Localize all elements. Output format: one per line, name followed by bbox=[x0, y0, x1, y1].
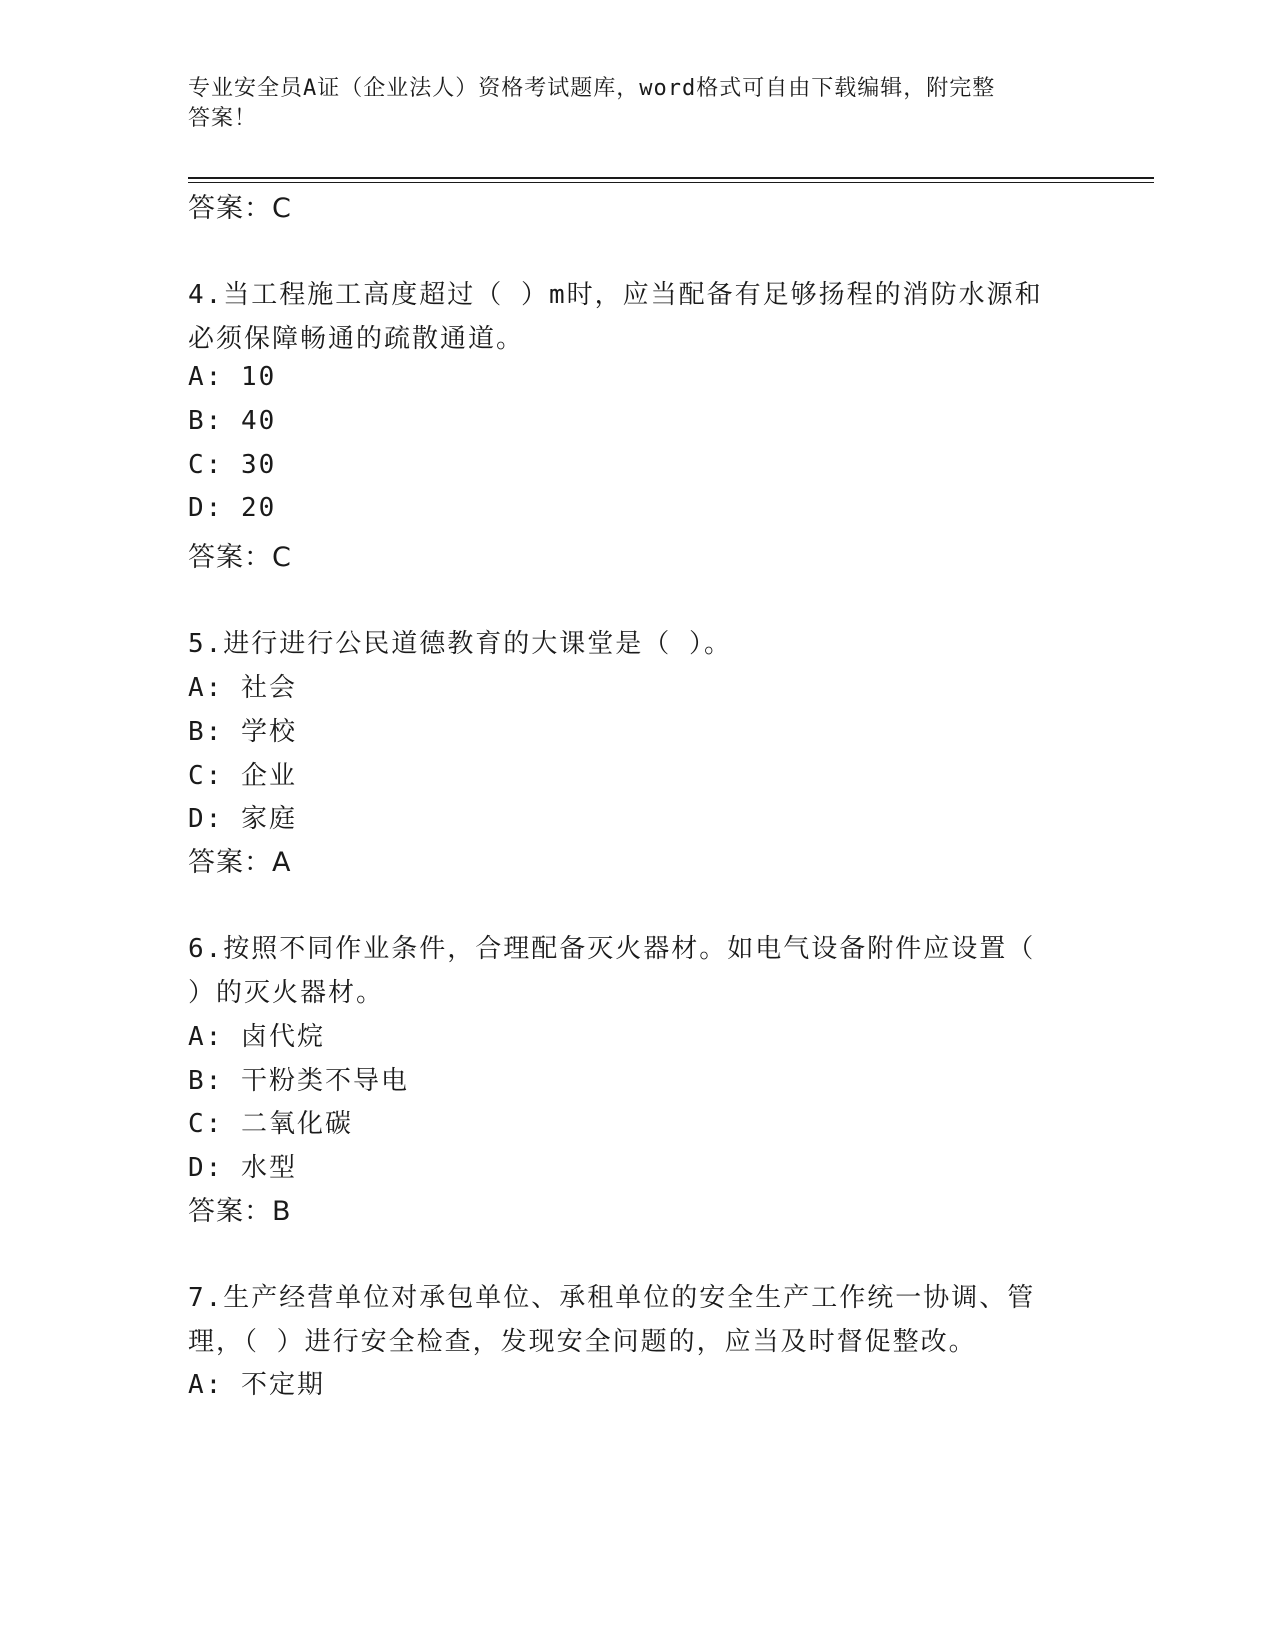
answer-prev: 答案：C bbox=[188, 193, 292, 224]
question-6-option-b: B: 干粉类不导电 bbox=[188, 1066, 409, 1096]
header-line-2: 答案！ bbox=[188, 106, 258, 131]
question-7-stem-line-2: 理，（ ）进行安全检查，发现安全问题的，应当及时督促整改。 bbox=[188, 1327, 977, 1357]
question-4-stem-line-2: 必须保障畅通的疏散通道。 bbox=[188, 324, 525, 354]
question-6-stem-line-1: 6.按照不同作业条件，合理配备灭火器材。如电气设备附件应设置（ bbox=[188, 934, 1036, 964]
header-rule-thin bbox=[188, 182, 1154, 183]
question-4-option-b: B: 40 bbox=[188, 406, 277, 436]
question-6-stem-line-2: ）的灭火器材。 bbox=[188, 978, 385, 1008]
question-4-stem-line-1: 4.当工程施工高度超过（ ）m时，应当配备有足够扬程的消防水源和 bbox=[188, 280, 1043, 310]
question-4-option-a: A: 10 bbox=[188, 362, 277, 392]
question-4-option-c: C: 30 bbox=[188, 450, 277, 480]
question-5-option-c: C: 企业 bbox=[188, 761, 297, 791]
question-7-stem-line-1: 7.生产经营单位对承包单位、承租单位的安全生产工作统一协调、管 bbox=[188, 1283, 1036, 1313]
header-rule-thick bbox=[188, 177, 1154, 179]
question-5-option-a: A: 社会 bbox=[188, 673, 297, 703]
question-6-option-c: C: 二氧化碳 bbox=[188, 1109, 353, 1139]
question-6-option-d: D: 水型 bbox=[188, 1153, 297, 1183]
question-5-option-d: D: 家庭 bbox=[188, 804, 297, 834]
question-5-stem-line-1: 5.进行进行公民道德教育的大课堂是（ ）。 bbox=[188, 629, 732, 659]
question-6-option-a: A: 卤代烷 bbox=[188, 1022, 325, 1052]
header-line-1: 专业安全员A证（企业法人）资格考试题库，word格式可自由下载编辑，附完整 bbox=[188, 76, 996, 101]
question-5-option-b: B: 学校 bbox=[188, 717, 297, 747]
page-header bbox=[188, 74, 1078, 134]
question-4-answer: 答案：C bbox=[188, 542, 292, 573]
question-6-answer: 答案：B bbox=[188, 1196, 292, 1227]
question-5-answer: 答案：A bbox=[188, 847, 292, 878]
question-7-option-a: A: 不定期 bbox=[188, 1370, 325, 1400]
question-4-option-d: D: 20 bbox=[188, 493, 277, 523]
